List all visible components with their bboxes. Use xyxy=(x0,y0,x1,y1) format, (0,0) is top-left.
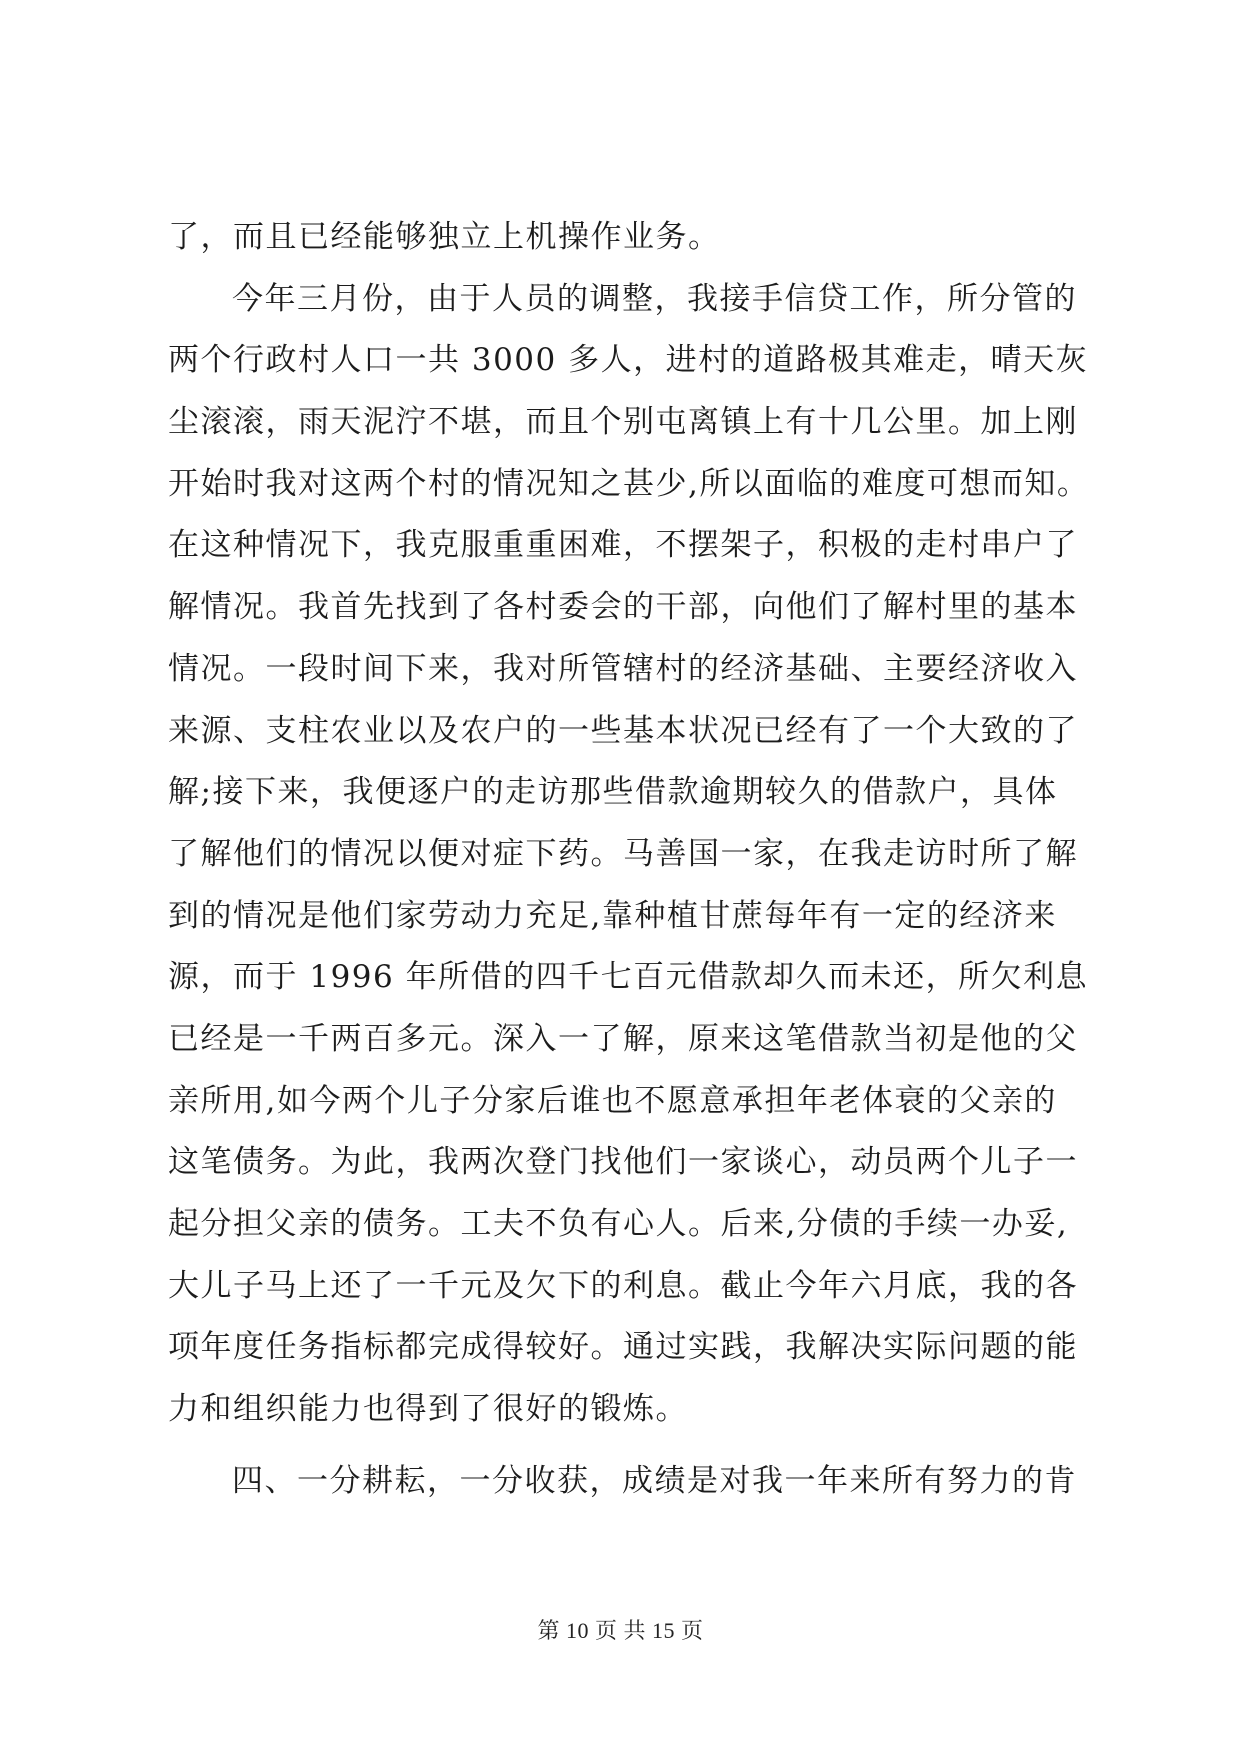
text-line: 解;接下来，我便逐户的走访那些借款逾期较久的借款户，具体 xyxy=(168,774,1058,811)
text-line: 情况。一段时间下来，我对所管辖村的经济基础、主要经济收入 xyxy=(168,650,1078,687)
page-number-footer: 第 10 页 共 15 页 xyxy=(537,1618,704,1643)
text-line: 解情况。我首先找到了各村委会的干部，向他们了解村里的基本 xyxy=(168,589,1078,626)
text-line: 大儿子马上还了一千元及欠下的利息。截止今年六月底，我的各 xyxy=(168,1267,1078,1304)
text-line: 这笔债务。为此，我两次登门找他们一家谈心，动员两个儿子一 xyxy=(168,1144,1078,1181)
paragraph-first-line: 今年三月份，由于人员的调整，我接手信贷工作，所分管的 xyxy=(232,280,1077,317)
text-line: 源，而于 1996 年所借的四千七百元借款却久而未还，所欠利息 xyxy=(168,959,1089,996)
text-line: 到的情况是他们家劳动力充足,靠种植甘蔗每年有一定的经济来 xyxy=(168,897,1057,934)
text-line: 了解他们的情况以便对症下药。马善国一家，在我走访时所了解 xyxy=(168,835,1078,872)
text-line: 起分担父亲的债务。工夫不负有心人。后来,分债的手续一办妥, xyxy=(168,1206,1069,1242)
text-line: 亲所用,如今两个儿子分家后谁也不愿意承担年老体衰的父亲的 xyxy=(168,1082,1057,1119)
text-line: 力和组织能力也得到了很好的锻炼。 xyxy=(168,1391,688,1428)
text-line: 在这种情况下，我克服重重困难，不摆架子，积极的走村串户了 xyxy=(168,527,1078,564)
text-line: 已经是一千两百多元。深入一了解，原来这笔借款当初是他的父 xyxy=(168,1020,1078,1057)
text-line: 来源、支柱农业以及农户的一些基本状况已经有了一个大致的了 xyxy=(168,712,1078,749)
document-body xyxy=(168,207,1090,1512)
text-line: 项年度任务指标都完成得较好。通过实践，我解决实际问题的能 xyxy=(168,1329,1078,1366)
text-line: 尘滚滚，雨天泥泞不堪，而且个别屯离镇上有十几公里。加上刚 xyxy=(168,404,1078,441)
paragraph-gap xyxy=(168,1441,1078,1451)
text-line: 开始时我对这两个村的情况知之甚少,所以面临的难度可想而知。 xyxy=(168,465,1090,502)
text-line: 了，而且已经能够独立上机操作业务。 xyxy=(168,219,721,255)
text-line: 两个行政村人口一共 3000 多人，进村的道路极其难走，晴天灰 xyxy=(168,342,1089,379)
section-heading-line: 四、一分耕耘，一分收获，成绩是对我一年来所有努力的肯 xyxy=(232,1462,1077,1499)
